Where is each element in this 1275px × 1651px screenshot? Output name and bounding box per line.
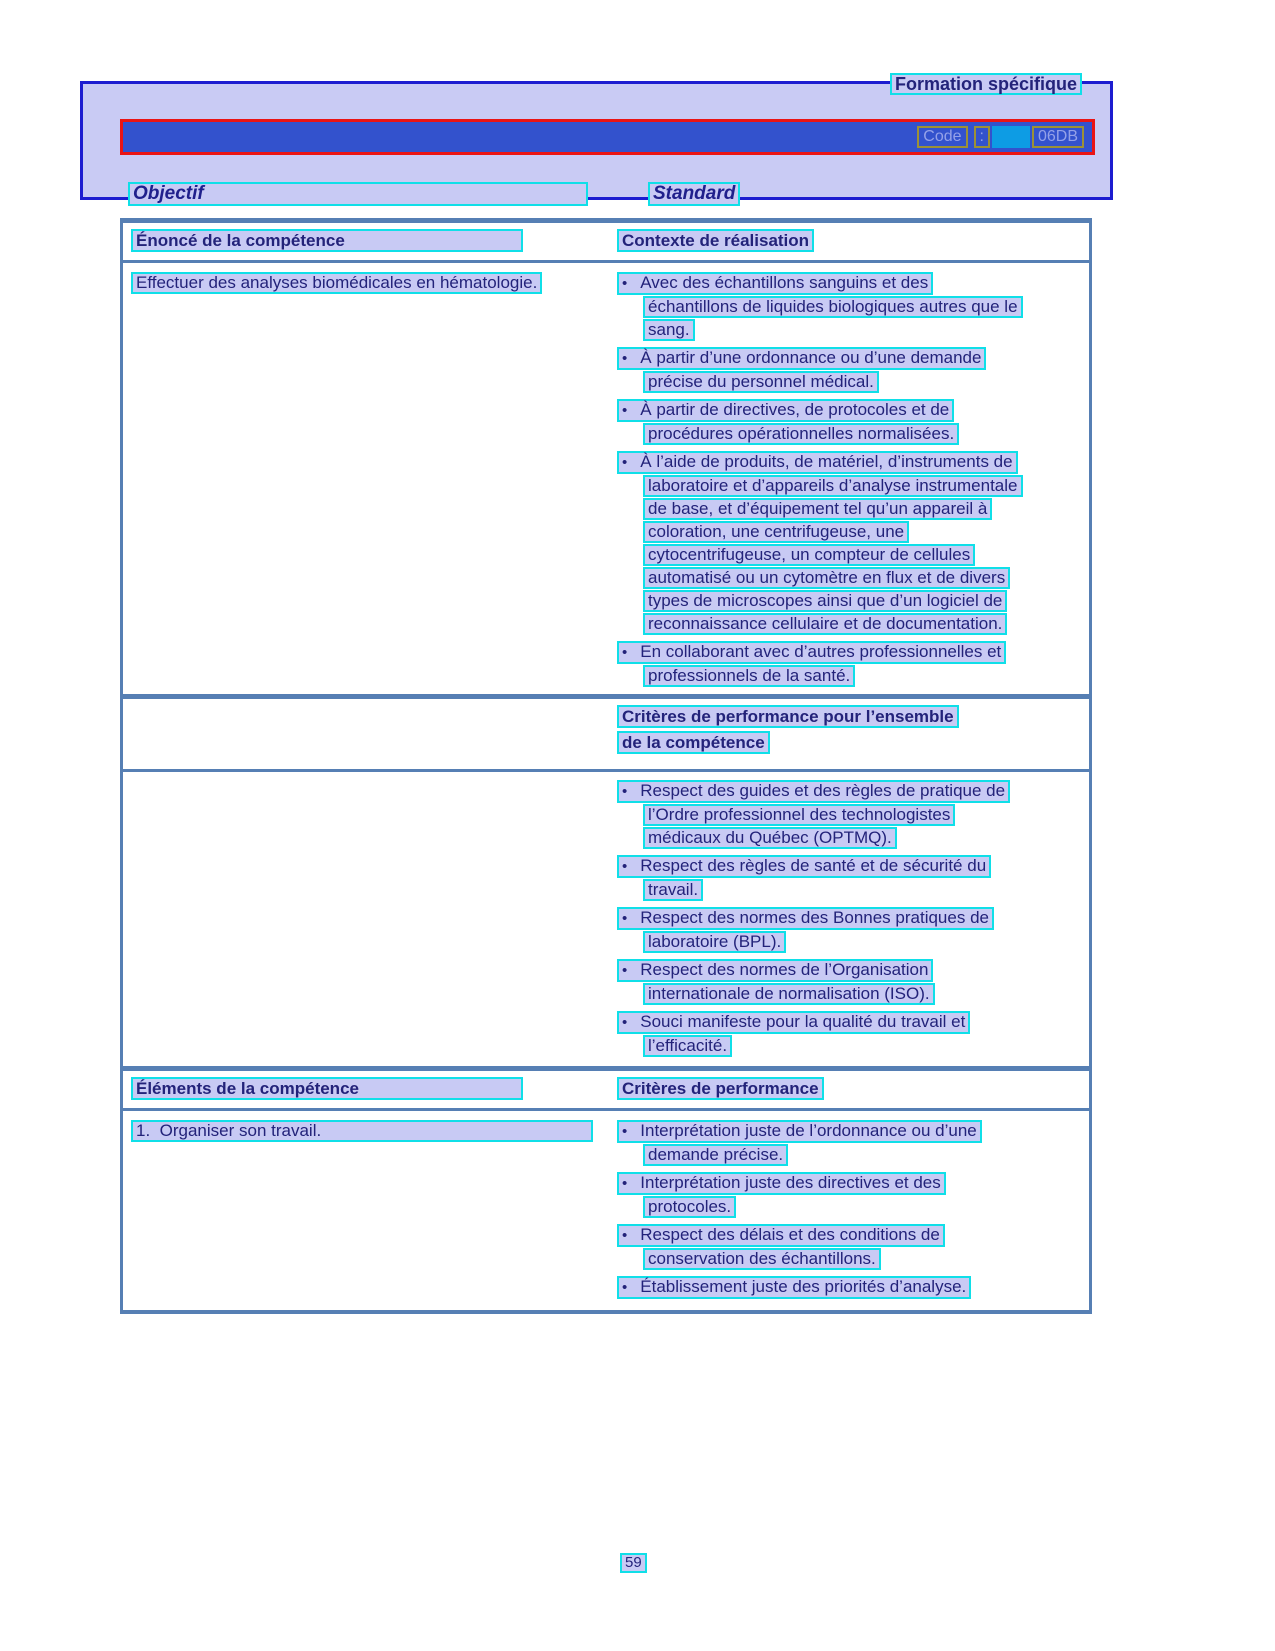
- bullet-item: [617, 1224, 1089, 1270]
- highlighted-text-line: • Interprétation juste de l’ordonnance ou d’une: [617, 1120, 982, 1143]
- overall-performance-table: [120, 694, 1092, 1070]
- highlighted-text-line: précise du personnel médical.: [643, 371, 879, 393]
- bullet-item: [617, 451, 1089, 635]
- bullet-dot-icon: •: [622, 1014, 628, 1031]
- col-header-enonce: Énoncé de la compétence: [131, 229, 523, 252]
- highlighted-text-line: médicaux du Québec (OPTMQ).: [643, 827, 897, 849]
- competency-table: [120, 218, 1092, 702]
- highlighted-text-line: demande précise.: [643, 1144, 788, 1166]
- elements-table: [120, 1066, 1092, 1314]
- bullet-dot-icon: •: [622, 1123, 628, 1140]
- bullet-item: [617, 272, 1089, 341]
- col-header-elements: Éléments de la compétence: [131, 1077, 523, 1100]
- code-highlight-strip: [992, 126, 1030, 148]
- competency-table-header: [123, 223, 1089, 263]
- bullet-dot-icon: •: [622, 402, 628, 419]
- highlighted-text-line: l’Ordre professionnel des technologistes: [643, 804, 955, 826]
- bullet-item: [617, 959, 1089, 1005]
- bullet-item: [617, 399, 1089, 445]
- code-separator: :: [974, 126, 990, 148]
- bullet-item: [617, 641, 1089, 687]
- element-item: 1. Organiser son travail.: [131, 1120, 593, 1142]
- highlighted-text-line: échantillons de liquides biologiques autres que le: [643, 296, 1023, 318]
- highlighted-text-line: • À l’aide de produits, de matériel, d’instruments de: [617, 451, 1018, 474]
- bullet-dot-icon: •: [622, 1279, 628, 1296]
- col-header-contexte: Contexte de réalisation: [617, 229, 814, 252]
- highlighted-text-line: protocoles.: [643, 1196, 736, 1218]
- page-number: 59: [620, 1553, 647, 1573]
- highlighted-text-line: • Respect des guides et des règles de pratique de: [617, 780, 1010, 803]
- overall-performance-header: [123, 699, 1089, 772]
- title-bar: [120, 119, 1095, 155]
- highlighted-text-line: • Établissement juste des priorités d’analyse.: [617, 1276, 971, 1299]
- bullet-item: [617, 855, 1089, 901]
- highlighted-text-line: cytocentrifugeuse, un compteur de cellules: [643, 544, 975, 566]
- objectif-heading: Objectif: [128, 182, 588, 206]
- highlighted-text-line: l’efficacité.: [643, 1035, 732, 1057]
- performance-bullet-list: [601, 780, 1089, 1058]
- bullet-item: [617, 780, 1089, 849]
- bullet-dot-icon: •: [622, 783, 628, 800]
- section-label: Formation spécifique: [890, 73, 1082, 95]
- code-label: Code: [917, 126, 967, 148]
- highlighted-text-line: de base, et d’équipement tel qu’un appareil à: [643, 498, 992, 520]
- highlighted-text-line: de la compétence: [617, 731, 770, 754]
- competency-table-body: [123, 263, 1089, 698]
- overall-performance-body: [123, 772, 1089, 1066]
- highlighted-text-line: • Respect des normes de l’Organisation: [617, 959, 933, 982]
- elements-table-header: [123, 1071, 1089, 1111]
- bullet-dot-icon: •: [622, 644, 628, 661]
- standard-heading: Standard: [648, 182, 740, 206]
- bullet-dot-icon: •: [622, 962, 628, 979]
- header-cell-criteres-ensemble: [601, 705, 1089, 761]
- bullet-dot-icon: •: [622, 275, 628, 292]
- highlighted-text-line: reconnaissance cellulaire et de documentation.: [643, 613, 1007, 635]
- highlighted-text-line: automatisé ou un cytomètre en flux et de divers: [643, 567, 1010, 589]
- highlighted-text-line: • Avec des échantillons sanguins et des: [617, 272, 933, 295]
- competency-statement: Effectuer des analyses biomédicales en hématologie.: [131, 272, 542, 294]
- bullet-dot-icon: •: [622, 454, 628, 471]
- header-cell-elements: [123, 1077, 601, 1100]
- highlighted-text-line: • Respect des règles de santé et de sécurité du: [617, 855, 991, 878]
- page-number-container: [620, 1552, 647, 1573]
- highlighted-text-line: types de microscopes ainsi que d’un logiciel de: [643, 590, 1007, 612]
- highlighted-text-line: laboratoire et d’appareils d’analyse instrumentale: [643, 475, 1023, 497]
- header-cell-empty: [123, 705, 601, 761]
- highlighted-text-line: • À partir d’une ordonnance ou d’une demande: [617, 347, 986, 370]
- criteria-bullet-list: [601, 1120, 1089, 1300]
- highlighted-text-line: coloration, une centrifugeuse, une: [643, 521, 909, 543]
- highlighted-text-line: • À partir de directives, de protocoles et de: [617, 399, 954, 422]
- element-item-cell: [123, 1120, 601, 1300]
- bullet-item: [617, 347, 1089, 393]
- bullet-dot-icon: •: [622, 1227, 628, 1244]
- highlighted-text-line: conservation des échantillons.: [643, 1248, 881, 1270]
- highlighted-text-line: Critères de performance pour l’ensemble: [617, 705, 959, 728]
- bullet-item: [617, 1276, 1089, 1299]
- bullet-dot-icon: •: [622, 1175, 628, 1192]
- header-cell-contexte: [601, 229, 1089, 252]
- bullet-dot-icon: •: [622, 910, 628, 927]
- bullet-item: [617, 1011, 1089, 1057]
- context-bullet-list: [601, 272, 1089, 688]
- competency-statement-cell: [123, 272, 601, 688]
- highlighted-text-line: professionnels de la santé.: [643, 665, 855, 687]
- bullet-dot-icon: •: [622, 858, 628, 875]
- highlighted-text-line: sang.: [643, 319, 695, 341]
- bullet-dot-icon: •: [622, 350, 628, 367]
- highlighted-text-line: laboratoire (BPL).: [643, 931, 786, 953]
- bullet-item: [617, 907, 1089, 953]
- highlighted-text-line: internationale de normalisation (ISO).: [643, 983, 935, 1005]
- highlighted-text-line: • Souci manifeste pour la qualité du travail et: [617, 1011, 970, 1034]
- code-value: 06DB: [1032, 126, 1084, 148]
- highlighted-text-line: travail.: [643, 879, 703, 901]
- highlighted-text-line: • Respect des normes des Bonnes pratiques de: [617, 907, 994, 930]
- bullet-item: [617, 1120, 1089, 1166]
- elements-table-body: [123, 1111, 1089, 1310]
- header-cell-criteres: [601, 1077, 1089, 1100]
- highlighted-text-line: • En collaborant avec d’autres professionnelles et: [617, 641, 1006, 664]
- highlighted-text-line: • Respect des délais et des conditions de: [617, 1224, 945, 1247]
- header-cell-enonce: [123, 229, 601, 252]
- objective-standard-row: [0, 182, 1275, 208]
- highlighted-text-line: procédures opérationnelles normalisées.: [643, 423, 959, 445]
- col-header-criteres: Critères de performance: [617, 1077, 824, 1100]
- empty-cell: [123, 780, 601, 1058]
- highlighted-text-line: • Interprétation juste des directives et des: [617, 1172, 946, 1195]
- bullet-item: [617, 1172, 1089, 1218]
